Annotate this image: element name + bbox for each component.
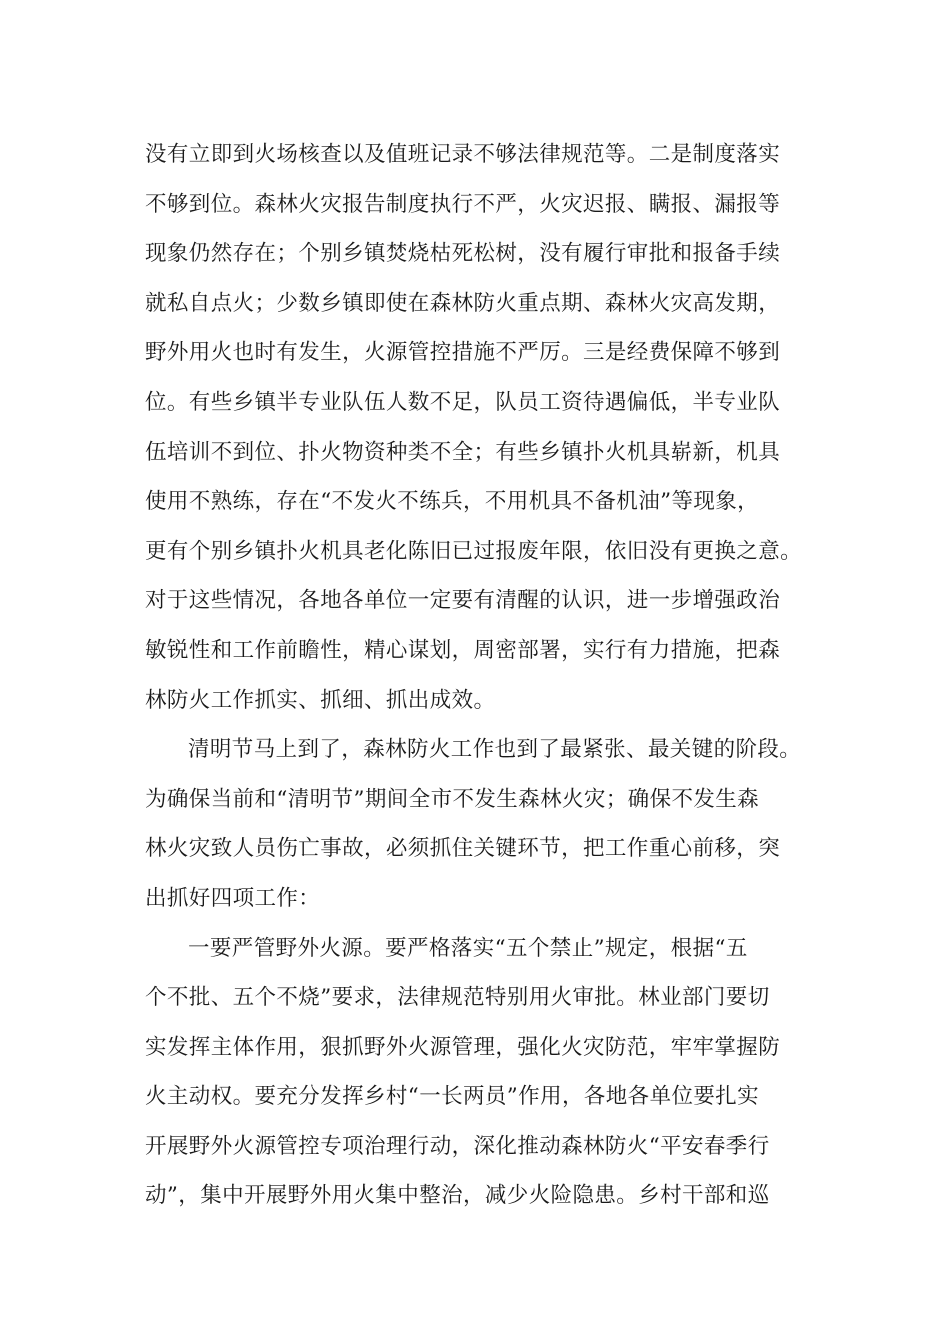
text-line: 伍培训不到位、扑火物资种类不全；有些乡镇扑火机具崭新，机具 <box>145 439 781 465</box>
text-line: 林火灾致人员伤亡事故，必须抓住关键环节，把工作重心前移，突 <box>145 836 781 862</box>
text-line: 敏锐性和工作前瞻性，精心谋划，周密部署，实行有力措施，把森 <box>145 637 781 663</box>
text-line: 野外用火也时有发生，火源管控措施不严厉。三是经费保障不够到 <box>145 340 781 366</box>
text-line: 为确保当前和“清明节”期间全市不发生森林火灾；确保不发生森 <box>145 786 760 812</box>
document-body <box>145 130 815 1221</box>
text-line: 更有个别乡镇扑火机具老化陈旧已过报废年限，依旧没有更换之意。 <box>145 538 803 564</box>
text-line: 使用不熟练，存在“不发火不练兵，不用机具不备机油”等现象， <box>145 489 760 515</box>
text-line: 出抓好四项工作： <box>145 885 321 911</box>
text-line: 实发挥主体作用，狠抓野外火源管理，强化火灾防范，牢牢掌握防 <box>145 1034 781 1060</box>
text-line: 就私自点火；少数乡镇即使在森林防火重点期、森林火灾高发期， <box>145 290 781 316</box>
text-line: 火主动权。要充分发挥乡村“一长两员”作用，各地各单位要扎实 <box>145 1084 760 1110</box>
text-line: 没有立即到火场核查以及值班记录不够法律规范等。二是制度落实 <box>145 142 781 167</box>
text-line: 林防火工作抓实、抓细、抓出成效。 <box>145 687 496 713</box>
text-line: 现象仍然存在；个别乡镇焚烧枯死松树，没有履行审批和报备手续 <box>145 241 781 267</box>
text-line: 位。有些乡镇半专业队伍人数不足，队员工资待遇偏低，半专业队 <box>145 389 781 415</box>
text-line: 不够到位。森林火灾报告制度执行不严，火灾迟报、瞒报、漏报等 <box>145 191 781 217</box>
text-line: 对于这些情况，各地各单位一定要有清醒的认识，进一步增强政治 <box>145 588 781 614</box>
text-line: 个不批、五个不烧”要求，法律规范特别用火审批。林业部门要切 <box>145 985 770 1011</box>
text-line: 开展野外火源管控专项治理行动，深化推动森林防火“平安春季行 <box>145 1133 770 1159</box>
paragraph-start-line: 一要严管野外火源。要严格落实“五个禁止”规定，根据“五 <box>188 935 748 961</box>
paragraph-start-line: 清明节马上到了，森林防火工作也到了最紧张、最关键的阶段。 <box>188 737 802 763</box>
text-line: 动”，集中开展野外用火集中整治，减少火险隐患。乡村干部和巡 <box>145 1183 770 1209</box>
